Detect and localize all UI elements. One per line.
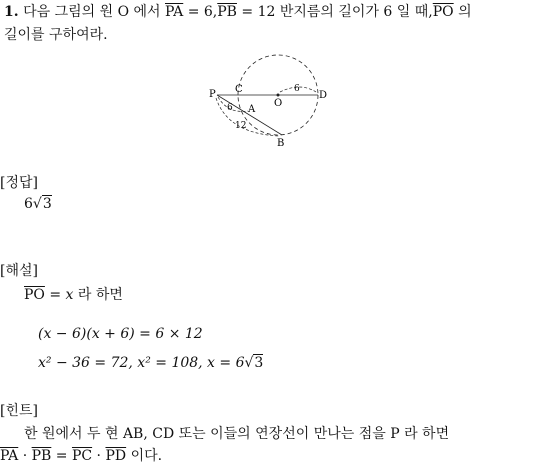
hint-eq: = (51, 448, 72, 464)
explanation-let (24, 284, 123, 304)
hint-post: 이다. (126, 448, 163, 464)
sqrt-sign-2: √ (244, 355, 254, 371)
question-text-post: 의 (453, 4, 472, 20)
segment-po-let: $\overline{PO}$ (24, 287, 45, 303)
label-c: C (235, 84, 243, 95)
answer-coef: 6 (24, 196, 33, 212)
question-line-2: 길이를 구하여라. (4, 27, 108, 43)
label-pb-length: 12 (235, 121, 247, 131)
circle-figure (200, 52, 340, 148)
answer-radicand: 3 (42, 196, 52, 212)
question-eq-pa: = 6, (183, 4, 218, 20)
secant-pab (217, 95, 282, 135)
hint-dot-2: · (92, 448, 106, 464)
hint-seg-pd: $\overline{PD}$ (105, 448, 127, 464)
segment-pa: $\overline{PA}$ (165, 4, 184, 20)
hint-seg-pa: $\overline{PA}$ (0, 448, 19, 464)
hint-heading: [힌트] (0, 403, 38, 419)
hint-seg-pc: $\overline{PC}$ (71, 448, 93, 464)
question-line-1 (4, 2, 472, 22)
equation-2 (38, 355, 263, 371)
question-number: 1. (4, 4, 19, 20)
let-post: 라 하면 (73, 287, 123, 303)
answer-heading: [정답] (0, 175, 38, 191)
equation-2-pre: x² − 36 = 72, x² = 108, x = 6 (38, 355, 245, 371)
sqrt-sign: √ (32, 196, 42, 212)
equation-2-radicand: 3 (254, 355, 264, 371)
let-eq: = x (44, 287, 74, 303)
hint-line-2 (0, 446, 162, 466)
explanation-heading: [해설] (0, 263, 38, 279)
label-b: B (277, 138, 285, 148)
hint-dot-1: · (18, 448, 32, 464)
answer-value (24, 196, 52, 212)
label-pa-length: 6 (227, 103, 233, 113)
hint-line-1: 한 원에서 두 현 AB, CD 또는 이들의 연장선이 만나는 점을 P 라 하면 (24, 426, 450, 442)
label-d: D (319, 90, 328, 101)
question-text-pre: 다음 그림의 원 O 에서 (23, 4, 165, 20)
label-p: P (209, 89, 216, 100)
pa-arc (218, 97, 248, 111)
label-a: A (248, 104, 256, 115)
segment-pb: $\overline{PB}$ (217, 4, 237, 20)
label-o: O (274, 98, 283, 109)
equation-1: (x − 6)(x + 6) = 6 × 12 (38, 326, 203, 342)
segment-po: $\overline{PO}$ (432, 4, 454, 20)
center-dot (277, 94, 280, 97)
hint-seg-pb: $\overline{PB}$ (31, 448, 52, 464)
label-radius: 6 (294, 84, 300, 94)
question-eq-pb: = 12 반지름의 길이가 6 일 때, (236, 4, 433, 20)
